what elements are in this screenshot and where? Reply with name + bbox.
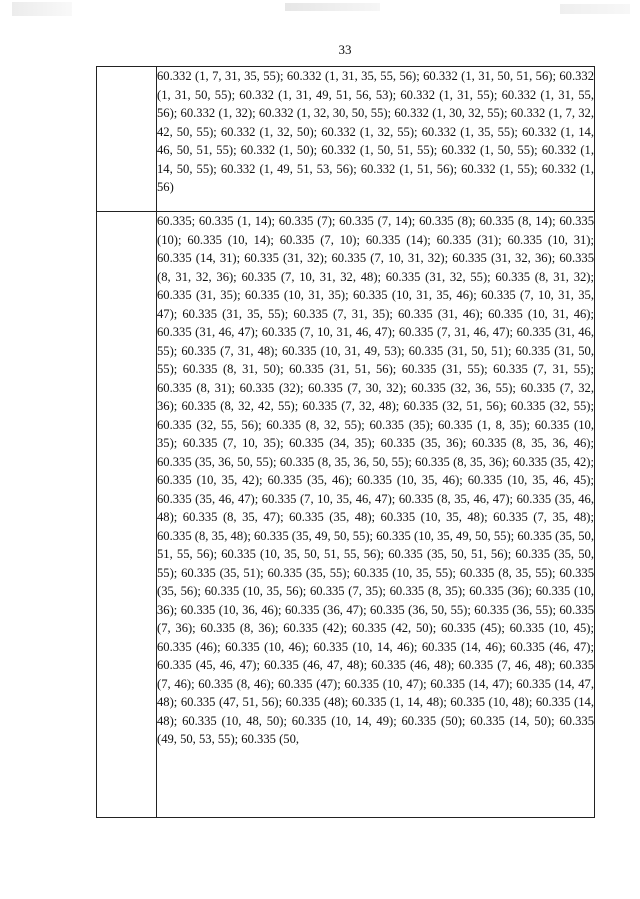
- codes-table: [96, 66, 595, 818]
- scan-artifact-top-center: [285, 3, 380, 11]
- scan-artifact-top-right: [560, 4, 630, 14]
- table-cell-codes: 60.332 (1, 7, 31, 35, 55); 60.332 (1, 31, 35, 55, 56); 60.332 (1, 31, 50, 51, 56); 60.332 (1, 31, 50, 55); 60.332 (1, 31, 49, 51, 56, 53); 60.332 (1, 31, 55); 60.332 (1, 31, 55, 56); 60.332 (1, 32); 60.332 (1, 32, 30, 50, 55); 60.332 (1, 30, 32, 55); 60.332 (1, 7, 32, 42, 50, 55); 60.332 (1, 32, 50); 60.332 (1, 32, 55); 60.332 (1, 35, 55); 60.332 (1, 14, 46, 50, 51, 55); 60.332 (1, 50); 60.332 (1, 50, 51, 55); 60.332 (1, 50, 55); 60.332 (1, 14, 50, 55); 60.332 (1, 49, 51, 53, 56); 60.332 (1, 51, 56); 60.332 (1, 55); 60.332 (1, 56): [157, 67, 595, 212]
- table-cell-codes: 60.335; 60.335 (1, 14); 60.335 (7); 60.335 (7, 14); 60.335 (8); 60.335 (8, 14); 60.335 (10); 60.335 (10, 14); 60.335 (7, 10); 60.335 (14); 60.335 (31); 60.335 (10, 31); 60.335 (14, 31); 60.335 (31, 32); 60.335 (7, 10, 31, 32); 60.335 (31, 32, 36); 60.335 (8, 31, 32, 36); 60.335 (7, 10, 31, 32, 48); 60.335 (31, 32, 55); 60.335 (8, 31, 32); 60.335 (31, 35); 60.335 (10, 31, 35); 60.335 (10, 31, 35, 46); 60.335 (7, 10, 31, 35, 47); 60.335 (31, 35, 55); 60.335 (7, 31, 35); 60.335 (31, 46); 60.335 (10, 31, 46); 60.335 (31, 46, 47); 60.335 (7, 10, 31, 46, 47); 60.335 (7, 31, 46, 47); 60.335 (31, 46, 55); 60.335 (7, 31, 48); 60.335 (10, 31, 49, 53); 60.335 (31, 50, 51); 60.335 (31, 50, 55); 60.335 (8, 31, 50); 60.335 (31, 51, 56); 60.335 (31, 55); 60.335 (7, 31, 55); 60.335 (8, 31); 60.335 (32); 60.335 (7, 30, 32); 60.335 (32, 36, 55); 60.335 (7, 32, 36); 60.335 (8, 32, 42, 55); 60.335 (7, 32, 48); 60.335 (32, 51, 56); 60.335 (32, 55); 60.335 (32, 55, 56); 60.335 (8, 32, 55); 60.335 (35); 60.335 (1, 8, 35); 60.335 (10, 35); 60.335 (7, 10, 35); 60.335 (34, 35); 60.335 (35, 36); 60.335 (8, 35, 36, 46); 60.335 (35, 36, 50, 55); 60.335 (8, 35, 36, 50, 55); 60.335 (8, 35, 36); 60.335 (35, 42); 60.335 (10, 35, 42); 60.335 (35, 46); 60.335 (10, 35, 46); 60.335 (10, 35, 46, 45); 60.335 (35, 46, 47); 60.335 (7, 10, 35, 46, 47); 60.335 (8, 35, 46, 47); 60.335 (35, 46, 48); 60.335 (8, 35, 47); 60.335 (35, 48); 60.335 (10, 35, 48); 60.335 (7, 35, 48); 60.335 (8, 35, 48); 60.335 (35, 49, 50, 55); 60.335 (10, 35, 49, 50, 55); 60.335 (35, 50, 51, 55, 56); 60.335 (10, 35, 50, 51, 55, 56); 60.335 (35, 50, 51, 56); 60.335 (35, 50, 55); 60.335 (35, 51); 60.335 (35, 55); 60.335 (10, 35, 55); 60.335 (8, 35, 55); 60.335 (35, 56); 60.335 (10, 35, 56); 60.335 (7, 35); 60.335 (8, 35); 60.335 (36); 60.335 (10, 36); 60.335 (10, 36, 46); 60.335 (36, 47); 60.335 (36, 50, 55); 60.335 (36, 55); 60.335 (7, 36); 60.335 (8, 36); 60.335 (42); 60.335 (42, 50); 60.335 (45); 60.335 (10, 45); 60.335 (46); 60.335 (10, 46); 60.335 (10, 14, 46); 60.335 (14, 46); 60.335 (46, 47); 60.335 (45, 46, 47); 60.335 (46, 47, 48); 60.335 (46, 48); 60.335 (7, 46, 48); 60.335 (7, 46); 60.335 (8, 46); 60.335 (47); 60.335 (10, 47); 60.335 (14, 47); 60.335 (14, 47, 48); 60.335 (47, 51, 56); 60.335 (48); 60.335 (1, 14, 48); 60.335 (10, 48); 60.335 (14, 48); 60.335 (10, 48, 50); 60.335 (10, 14, 49); 60.335 (50); 60.335 (14, 50); 60.335 (49, 50, 53, 55); 60.335 (50,: [157, 212, 595, 818]
- table-row: [97, 67, 595, 212]
- table-cell-left: [97, 67, 157, 212]
- page-number: 33: [338, 42, 352, 57]
- table-row: [97, 212, 595, 818]
- table-cell-left: [97, 212, 157, 818]
- scan-artifact-top-left: [12, 2, 72, 16]
